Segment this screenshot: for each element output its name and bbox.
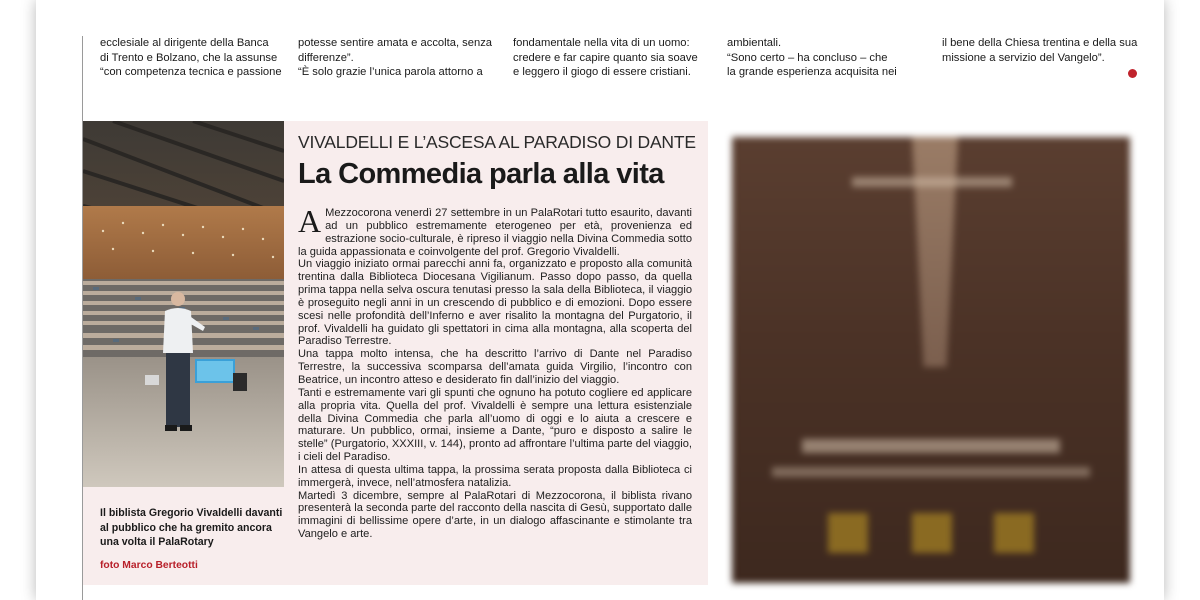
text-line: potesse sentire amata e accolta, senza <box>298 37 493 49</box>
photo-credit: foto Marco Berteotti <box>100 560 198 571</box>
text-line: credere e far capire quanto sia soave <box>513 51 698 64</box>
text-line: “È solo grazie l’unica parola attorno a <box>298 66 483 78</box>
article-end-dot <box>1128 69 1137 78</box>
ad-decoration <box>852 177 1012 187</box>
text-line: differenze”. <box>298 51 354 64</box>
ad-glass-icon <box>994 513 1034 553</box>
top-column-1 <box>100 36 300 80</box>
article <box>284 121 708 585</box>
top-column-2 <box>298 36 498 80</box>
top-column-4 <box>727 36 927 80</box>
text-line: ecclesiale al dirigente della Banca <box>100 37 269 49</box>
article-paragraph: Tanti e estremamente vari gli spunti che ognuno ha potuto cogliere ed applicare alla propria vita. Quella del prof. Vivaldelli è sempre una lettura esistenziale della Divina Commedia che parla all’uomo di oggi e lo aiuta a crescere e maturare. Un pubblico, ormai, insieme a Dante, “puro e disposto a salire le stelle” (Purgatorio, XXXIII, v. 144), pronto ad affrontare l’ultima parte del viaggio, i cieli del Paradiso. <box>298 386 692 464</box>
text-line: missione a servizio del Vangelo”. <box>942 51 1105 64</box>
blurred-advertisement <box>732 137 1130 583</box>
photo-caption-box <box>83 487 284 585</box>
paragraph-text: Mezzocorona venerdì 27 settembre in un PalaRotari tutto esaurito, davanti ad un pubblico estremamente eterogeneo per età, provenienza ed estrazione socio-culturale, è ripreso il viaggio nella Divina Commedia sotto la guida appassionata e coinvolgente del prof. Gregorio Vivaldelli. <box>298 207 692 258</box>
newspaper-page <box>36 0 1164 600</box>
text-line: ambientali. <box>727 37 782 49</box>
ad-decoration <box>912 137 958 367</box>
article-kicker: VIVALDELLI E L’ASCESA AL PARADISO DI DANTE <box>298 132 696 152</box>
top-column-5 <box>942 36 1142 65</box>
ad-decoration <box>772 467 1090 477</box>
text-line: la grande esperienza acquisita nei <box>727 66 897 78</box>
ad-glass-icon <box>828 513 868 553</box>
ad-decoration <box>802 439 1060 453</box>
article-paragraph: In attesa di questa ultima tappa, la prossima serata proposta dalla Biblioteca ci immergerà, invece, nell’atmosfera natalizia. <box>298 463 692 489</box>
text-line: “Sono certo – ha concluso – che <box>727 51 888 64</box>
article-photo <box>83 121 284 487</box>
previous-article-columns <box>36 36 1164 86</box>
text-line: di Trento e Bolzano, che la assunse <box>100 51 278 64</box>
auditorium-photo-illustration <box>83 121 284 487</box>
text-line: e leggero il giogo di essere cristiani. <box>513 66 691 78</box>
article-body <box>298 203 692 541</box>
ad-glass-icon <box>912 513 952 553</box>
photo-caption: Il biblista Gregorio Vivaldelli davanti al pubblico che ha gremito ancora una volta il PalaRotary <box>100 507 283 549</box>
article-paragraph: Martedì 3 dicembre, sempre al PalaRotari di Mezzocorona, il biblista rivano presenterà la seconda parte del racconto della nascita di Gesù, supportato dalle immagini di bellissime opere d’arte, in un dialogo affascinante e stimolante tra Vangelo e arte. <box>298 489 692 541</box>
advertisement-frame <box>722 127 1140 592</box>
article-paragraph: Un viaggio iniziato ormai parecchi anni fa, organizzato e proposto alla comunità trentina dalla Biblioteca Diocesana Vigilianum. Passo dopo passo, da quella prima tappa nella selva oscura tenutasi presso la sala della Biblioteca, il viaggio è proseguito negli anni in un crescendo di pubblico e di emozioni. Dopo essere scesi nelle profondità dell’Inferno e aver risalito la montagna del Purgatorio, il prof. Vivaldelli ha guidato gli spettatori in cima alla montagna, alla scoperta del Paradiso Terrestre. <box>298 258 692 348</box>
top-column-3 <box>513 36 713 80</box>
article-paragraph <box>298 203 692 258</box>
text-line: fondamentale nella vita di un uomo: <box>513 37 690 49</box>
text-line: il bene della Chiesa trentina e della sua <box>942 37 1138 49</box>
text-line: “con competenza tecnica e passione <box>100 66 282 78</box>
drop-cap: A <box>298 203 322 239</box>
article-paragraph: Una tappa molto intensa, che ha descritto l’arrivo di Dante nel Paradiso Terrestre, la successiva scomparsa dell’amata guida Virgilio, l’incontro con Beatrice, un incontro atteso e desiderato fin dall’inizio del viaggio. <box>298 348 692 386</box>
article-headline: La Commedia parla alla vita <box>298 158 664 190</box>
